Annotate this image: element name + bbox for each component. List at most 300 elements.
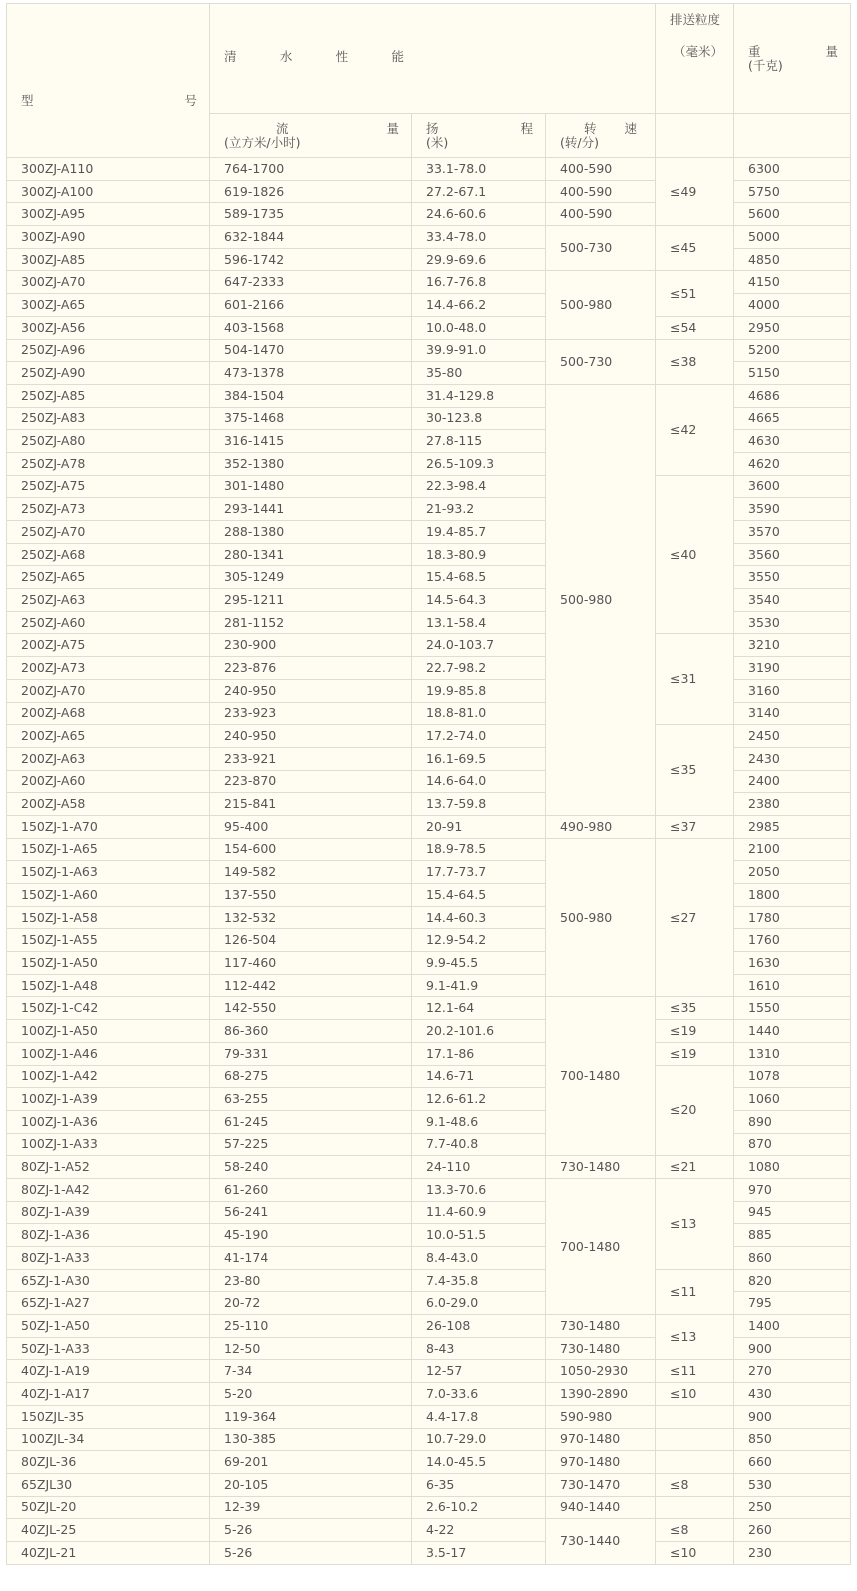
cell-weight: 270: [734, 1360, 851, 1383]
cell-weight: 4630: [734, 430, 851, 453]
cell-head: 29.9-69.6: [412, 248, 546, 271]
cell-model: 200ZJ-A65: [7, 725, 210, 748]
cell-head: 4-22: [412, 1519, 546, 1542]
pump-spec-table: [6, 3, 850, 1587]
table-row: [7, 1496, 851, 1519]
cell-head: 22.3-98.4: [412, 475, 546, 498]
cell-grain: ≤8: [656, 1473, 734, 1496]
cell-model: 40ZJL-21: [7, 1541, 210, 1564]
cell-speed: 730-1480: [546, 1315, 656, 1338]
cell-head: 9.1-48.6: [412, 1110, 546, 1133]
table-row: [7, 1383, 851, 1406]
cell-head: 21-93.2: [412, 498, 546, 521]
cell-head: 6-35: [412, 1473, 546, 1496]
cell-weight: 890: [734, 1110, 851, 1133]
cell-flow: 130-385: [210, 1428, 412, 1451]
cell-model: 100ZJL-34: [7, 1428, 210, 1451]
cell-head: 14.5-64.3: [412, 589, 546, 612]
cell-flow: 57-225: [210, 1133, 412, 1156]
cell-flow: 632-1844: [210, 226, 412, 249]
cell-model: 65ZJ-1-A30: [7, 1269, 210, 1292]
cell-head: 15.4-68.5: [412, 566, 546, 589]
cell-flow: 295-1211: [210, 589, 412, 612]
header-weight: 重 量 (千克): [734, 4, 851, 114]
cell-head: 14.4-60.3: [412, 906, 546, 929]
cell-model: 250ZJ-A70: [7, 521, 210, 544]
cell-flow: 95-400: [210, 815, 412, 838]
cell-flow: 240-950: [210, 679, 412, 702]
cell-head: 35-80: [412, 362, 546, 385]
cell-head: 13.7-59.8: [412, 793, 546, 816]
table-row: [7, 158, 851, 181]
cell-head: 9.1-41.9: [412, 974, 546, 997]
cell-flow: 79-331: [210, 1042, 412, 1065]
cell-head: 10.0-51.5: [412, 1224, 546, 1247]
cell-speed: 500-730: [546, 226, 656, 271]
cell-grain: [656, 1496, 734, 1519]
cell-grain: ≤31: [656, 634, 734, 725]
cell-model: 150ZJ-1-A50: [7, 952, 210, 975]
cell-head: 16.1-69.5: [412, 747, 546, 770]
cell-model: 250ZJ-A68: [7, 543, 210, 566]
cell-grain: ≤10: [656, 1541, 734, 1564]
cell-weight: 2100: [734, 838, 851, 861]
cell-weight: 260: [734, 1519, 851, 1542]
cell-head: 18.3-80.9: [412, 543, 546, 566]
cell-weight: 430: [734, 1383, 851, 1406]
cell-speed: 1050-2930: [546, 1360, 656, 1383]
cell-flow: 293-1441: [210, 498, 412, 521]
cell-flow: 223-870: [210, 770, 412, 793]
cell-model: 300ZJ-A100: [7, 180, 210, 203]
cell-weight: 3160: [734, 679, 851, 702]
table-row: [7, 1519, 851, 1542]
cell-model: 65ZJ-1-A27: [7, 1292, 210, 1315]
table-row: [7, 1315, 851, 1338]
cell-grain: ≤42: [656, 384, 734, 475]
cell-head: 18.8-81.0: [412, 702, 546, 725]
cell-weight: 4150: [734, 271, 851, 294]
cell-model: 80ZJ-1-A33: [7, 1247, 210, 1270]
cell-head: 13.3-70.6: [412, 1178, 546, 1201]
cell-flow: 23-80: [210, 1269, 412, 1292]
cell-weight: 1630: [734, 952, 851, 975]
table-row: [7, 1065, 851, 1088]
cell-grain: ≤21: [656, 1156, 734, 1179]
cell-head: 18.9-78.5: [412, 838, 546, 861]
cell-model: 250ZJ-A80: [7, 430, 210, 453]
cell-head: 12.6-61.2: [412, 1088, 546, 1111]
header-grain-empty: [656, 114, 734, 158]
cell-model: 250ZJ-A85: [7, 384, 210, 407]
cell-weight: 1440: [734, 1020, 851, 1043]
cell-model: 200ZJ-A70: [7, 679, 210, 702]
cell-head: 16.7-76.8: [412, 271, 546, 294]
cell-speed: 500-730: [546, 339, 656, 384]
cell-speed: 400-590: [546, 180, 656, 203]
table-row: [7, 997, 851, 1020]
table-row: [7, 1178, 851, 1201]
cell-speed: 940-1440: [546, 1496, 656, 1519]
cell-weight: 2400: [734, 770, 851, 793]
cell-weight: 4850: [734, 248, 851, 271]
cell-model: 200ZJ-A75: [7, 634, 210, 657]
cell-flow: 233-921: [210, 747, 412, 770]
cell-head: 14.4-66.2: [412, 294, 546, 317]
cell-model: 150ZJ-1-A60: [7, 884, 210, 907]
cell-flow: 5-26: [210, 1541, 412, 1564]
cell-flow: 132-532: [210, 906, 412, 929]
cell-weight: 250: [734, 1496, 851, 1519]
cell-grain: ≤49: [656, 158, 734, 226]
cell-weight: 6300: [734, 158, 851, 181]
cell-model: 300ZJ-A85: [7, 248, 210, 271]
cell-head: 20.2-101.6: [412, 1020, 546, 1043]
cell-model: 250ZJ-A60: [7, 611, 210, 634]
cell-model: 50ZJ-1-A33: [7, 1337, 210, 1360]
cell-speed: 700-1480: [546, 1178, 656, 1314]
cell-flow: 12-39: [210, 1496, 412, 1519]
table-row: [7, 1360, 851, 1383]
cell-weight: 5000: [734, 226, 851, 249]
header-clear-water-performance: 清 水 性 能: [210, 4, 656, 114]
table-row: [7, 271, 851, 294]
cell-model: 150ZJ-1-C42: [7, 997, 210, 1020]
cell-grain: ≤11: [656, 1360, 734, 1383]
cell-weight: 3530: [734, 611, 851, 634]
cell-grain: ≤20: [656, 1065, 734, 1156]
cell-weight: 3590: [734, 498, 851, 521]
cell-model: 300ZJ-A95: [7, 203, 210, 226]
cell-model: 250ZJ-A96: [7, 339, 210, 362]
cell-model: 80ZJL-36: [7, 1451, 210, 1474]
cell-flow: 142-550: [210, 997, 412, 1020]
header-head: 扬 程 (米): [412, 114, 546, 158]
cell-model: 150ZJ-1-A55: [7, 929, 210, 952]
cell-flow: 288-1380: [210, 521, 412, 544]
cell-flow: 41-174: [210, 1247, 412, 1270]
cell-flow: 25-110: [210, 1315, 412, 1338]
cell-speed: 730-1440: [546, 1519, 656, 1564]
cell-model: 200ZJ-A60: [7, 770, 210, 793]
table-row: [7, 1428, 851, 1451]
table-row: [7, 226, 851, 249]
cell-flow: 69-201: [210, 1451, 412, 1474]
cell-flow: 240-950: [210, 725, 412, 748]
cell-flow: 230-900: [210, 634, 412, 657]
cell-flow: 5-20: [210, 1383, 412, 1406]
cell-weight: 5200: [734, 339, 851, 362]
cell-weight: 230: [734, 1541, 851, 1564]
cell-flow: 352-1380: [210, 452, 412, 475]
cell-speed: 400-590: [546, 158, 656, 181]
cell-head: 19.4-85.7: [412, 521, 546, 544]
cell-head: 12.9-54.2: [412, 929, 546, 952]
cell-head: 17.1-86: [412, 1042, 546, 1065]
cell-model: 200ZJ-A63: [7, 747, 210, 770]
cell-weight: 2430: [734, 747, 851, 770]
cell-flow: 58-240: [210, 1156, 412, 1179]
cell-speed: 400-590: [546, 203, 656, 226]
cell-weight: 530: [734, 1473, 851, 1496]
cell-speed: 500-980: [546, 838, 656, 997]
cell-flow: 45-190: [210, 1224, 412, 1247]
cell-weight: 5750: [734, 180, 851, 203]
cell-flow: 86-360: [210, 1020, 412, 1043]
cell-model: 300ZJ-A56: [7, 316, 210, 339]
cell-flow: 7-34: [210, 1360, 412, 1383]
cell-model: 100ZJ-1-A46: [7, 1042, 210, 1065]
cell-weight: 850: [734, 1428, 851, 1451]
cell-model: 250ZJ-A75: [7, 475, 210, 498]
cell-head: 19.9-85.8: [412, 679, 546, 702]
cell-flow: 384-1504: [210, 384, 412, 407]
cell-head: 27.8-115: [412, 430, 546, 453]
cell-head: 10.0-48.0: [412, 316, 546, 339]
cell-weight: 970: [734, 1178, 851, 1201]
table-row: [7, 815, 851, 838]
cell-model: 40ZJ-1-A19: [7, 1360, 210, 1383]
cell-flow: 596-1742: [210, 248, 412, 271]
cell-flow: 280-1341: [210, 543, 412, 566]
cell-head: 20-91: [412, 815, 546, 838]
cell-weight: 2950: [734, 316, 851, 339]
cell-flow: 619-1826: [210, 180, 412, 203]
cell-grain: ≤27: [656, 838, 734, 997]
cell-speed: 590-980: [546, 1405, 656, 1428]
cell-weight: 5600: [734, 203, 851, 226]
cell-speed: 730-1480: [546, 1337, 656, 1360]
cell-weight: 4686: [734, 384, 851, 407]
cell-flow: 403-1568: [210, 316, 412, 339]
table-row: [7, 634, 851, 657]
cell-weight: 1310: [734, 1042, 851, 1065]
cell-flow: 316-1415: [210, 430, 412, 453]
cell-head: 14.0-45.5: [412, 1451, 546, 1474]
cell-head: 33.4-78.0: [412, 226, 546, 249]
cell-model: 250ZJ-A83: [7, 407, 210, 430]
cell-model: 40ZJL-25: [7, 1519, 210, 1542]
cell-flow: 56-241: [210, 1201, 412, 1224]
cell-head: 12-57: [412, 1360, 546, 1383]
cell-weight: 2985: [734, 815, 851, 838]
cell-flow: 68-275: [210, 1065, 412, 1088]
cell-model: 300ZJ-A70: [7, 271, 210, 294]
cell-flow: 473-1378: [210, 362, 412, 385]
cell-weight: 900: [734, 1337, 851, 1360]
cell-head: 8.4-43.0: [412, 1247, 546, 1270]
cell-model: 250ZJ-A78: [7, 452, 210, 475]
cell-flow: 126-504: [210, 929, 412, 952]
cell-flow: 61-245: [210, 1110, 412, 1133]
cell-weight: 3540: [734, 589, 851, 612]
cell-model: 80ZJ-1-A42: [7, 1178, 210, 1201]
cell-head: 26.5-109.3: [412, 452, 546, 475]
cell-model: 300ZJ-A65: [7, 294, 210, 317]
cell-grain: ≤19: [656, 1020, 734, 1043]
cell-model: 100ZJ-1-A42: [7, 1065, 210, 1088]
cell-grain: [656, 1405, 734, 1428]
cell-head: 8-43: [412, 1337, 546, 1360]
cell-weight: 1760: [734, 929, 851, 952]
cell-model: 50ZJL-20: [7, 1496, 210, 1519]
cell-head: 13.1-58.4: [412, 611, 546, 634]
cell-head: 30-123.8: [412, 407, 546, 430]
cell-weight: 1780: [734, 906, 851, 929]
cell-flow: 305-1249: [210, 566, 412, 589]
cell-flow: 215-841: [210, 793, 412, 816]
cell-grain: ≤45: [656, 226, 734, 271]
cell-model: 200ZJ-A68: [7, 702, 210, 725]
cell-flow: 301-1480: [210, 475, 412, 498]
cell-weight: 1400: [734, 1315, 851, 1338]
cell-weight: 4620: [734, 452, 851, 475]
cell-weight: 1078: [734, 1065, 851, 1088]
cell-weight: 945: [734, 1201, 851, 1224]
cell-head: 10.7-29.0: [412, 1428, 546, 1451]
cell-grain: ≤13: [656, 1178, 734, 1269]
cell-speed: 490-980: [546, 815, 656, 838]
cell-flow: 764-1700: [210, 158, 412, 181]
cell-flow: 154-600: [210, 838, 412, 861]
cell-model: 65ZJL30: [7, 1473, 210, 1496]
cell-speed: 500-980: [546, 271, 656, 339]
cell-weight: 900: [734, 1405, 851, 1428]
cell-weight: 3140: [734, 702, 851, 725]
cell-weight: 3190: [734, 657, 851, 680]
cell-model: 200ZJ-A58: [7, 793, 210, 816]
cell-weight: 3600: [734, 475, 851, 498]
cell-model: 100ZJ-1-A50: [7, 1020, 210, 1043]
cell-flow: 589-1735: [210, 203, 412, 226]
cell-head: 11.4-60.9: [412, 1201, 546, 1224]
cell-head: 14.6-71: [412, 1065, 546, 1088]
cell-weight: 2380: [734, 793, 851, 816]
cell-weight: 795: [734, 1292, 851, 1315]
cell-head: 12.1-64: [412, 997, 546, 1020]
cell-flow: 5-26: [210, 1519, 412, 1542]
cell-model: 40ZJ-1-A17: [7, 1383, 210, 1406]
cell-model: 100ZJ-1-A33: [7, 1133, 210, 1156]
cell-flow: 20-105: [210, 1473, 412, 1496]
cell-head: 27.2-67.1: [412, 180, 546, 203]
cell-head: 39.9-91.0: [412, 339, 546, 362]
cell-flow: 149-582: [210, 861, 412, 884]
cell-grain: ≤35: [656, 997, 734, 1020]
cell-weight: 2450: [734, 725, 851, 748]
cell-flow: 223-876: [210, 657, 412, 680]
cell-weight: 3210: [734, 634, 851, 657]
cell-weight: 3560: [734, 543, 851, 566]
cell-speed: 700-1480: [546, 997, 656, 1156]
cell-flow: 119-364: [210, 1405, 412, 1428]
cell-weight: 2050: [734, 861, 851, 884]
cell-head: 7.4-35.8: [412, 1269, 546, 1292]
cell-grain: ≤8: [656, 1519, 734, 1542]
cell-head: 6.0-29.0: [412, 1292, 546, 1315]
table-row: [7, 1541, 851, 1564]
cell-flow: 281-1152: [210, 611, 412, 634]
cell-grain: ≤35: [656, 725, 734, 816]
cell-head: 24.0-103.7: [412, 634, 546, 657]
cell-grain: ≤11: [656, 1269, 734, 1314]
header-grain-size: 排送粒度 （毫米）: [656, 4, 734, 114]
cell-model: 300ZJ-A110: [7, 158, 210, 181]
cell-weight: 1080: [734, 1156, 851, 1179]
cell-grain: [656, 1451, 734, 1474]
cell-model: 150ZJL-35: [7, 1405, 210, 1428]
cell-flow: 375-1468: [210, 407, 412, 430]
cell-grain: ≤10: [656, 1383, 734, 1406]
cell-head: 26-108: [412, 1315, 546, 1338]
cell-flow: 12-50: [210, 1337, 412, 1360]
table-row: [7, 384, 851, 407]
cell-head: 24-110: [412, 1156, 546, 1179]
cell-head: 17.7-73.7: [412, 861, 546, 884]
cell-flow: 233-923: [210, 702, 412, 725]
table-row: [7, 1473, 851, 1496]
cell-weight: 870: [734, 1133, 851, 1156]
cell-weight: 885: [734, 1224, 851, 1247]
cell-weight: 3550: [734, 566, 851, 589]
table-row: [7, 1042, 851, 1065]
table-row: [7, 838, 851, 861]
cell-model: 80ZJ-1-A52: [7, 1156, 210, 1179]
cell-head: 14.6-64.0: [412, 770, 546, 793]
cell-flow: 112-442: [210, 974, 412, 997]
cell-speed: 730-1480: [546, 1156, 656, 1179]
table-row: [7, 1269, 851, 1292]
cell-flow: 647-2333: [210, 271, 412, 294]
cell-grain: ≤38: [656, 339, 734, 384]
header-speed: 转 速 (转/分): [546, 114, 656, 158]
cell-flow: 63-255: [210, 1088, 412, 1111]
cell-speed: 730-1470: [546, 1473, 656, 1496]
cell-model: 100ZJ-1-A36: [7, 1110, 210, 1133]
header-model: 型 号: [7, 4, 210, 158]
cell-head: 33.1-78.0: [412, 158, 546, 181]
cell-head: 15.4-64.5: [412, 884, 546, 907]
cell-weight: 860: [734, 1247, 851, 1270]
cell-head: 9.9-45.5: [412, 952, 546, 975]
cell-grain: ≤19: [656, 1042, 734, 1065]
cell-flow: 20-72: [210, 1292, 412, 1315]
table-row: [7, 316, 851, 339]
cell-speed: 500-980: [546, 384, 656, 815]
table-row: [7, 1020, 851, 1043]
cell-model: 250ZJ-A65: [7, 566, 210, 589]
cell-head: 24.6-60.6: [412, 203, 546, 226]
cell-grain: ≤37: [656, 815, 734, 838]
cell-weight: 4665: [734, 407, 851, 430]
table-row: [7, 1156, 851, 1179]
cell-model: 50ZJ-1-A50: [7, 1315, 210, 1338]
cell-model: 250ZJ-A63: [7, 589, 210, 612]
cell-speed: 1390-2890: [546, 1383, 656, 1406]
cell-model: 80ZJ-1-A39: [7, 1201, 210, 1224]
cell-head: 31.4-129.8: [412, 384, 546, 407]
table-row: [7, 1451, 851, 1474]
cell-grain: ≤13: [656, 1315, 734, 1360]
cell-model: 150ZJ-1-A58: [7, 906, 210, 929]
table-row: [7, 475, 851, 498]
cell-model: 80ZJ-1-A36: [7, 1224, 210, 1247]
cell-model: 250ZJ-A73: [7, 498, 210, 521]
cell-flow: 137-550: [210, 884, 412, 907]
table-row: [7, 1405, 851, 1428]
cell-head: 3.5-17: [412, 1541, 546, 1564]
cell-head: 7.7-40.8: [412, 1133, 546, 1156]
